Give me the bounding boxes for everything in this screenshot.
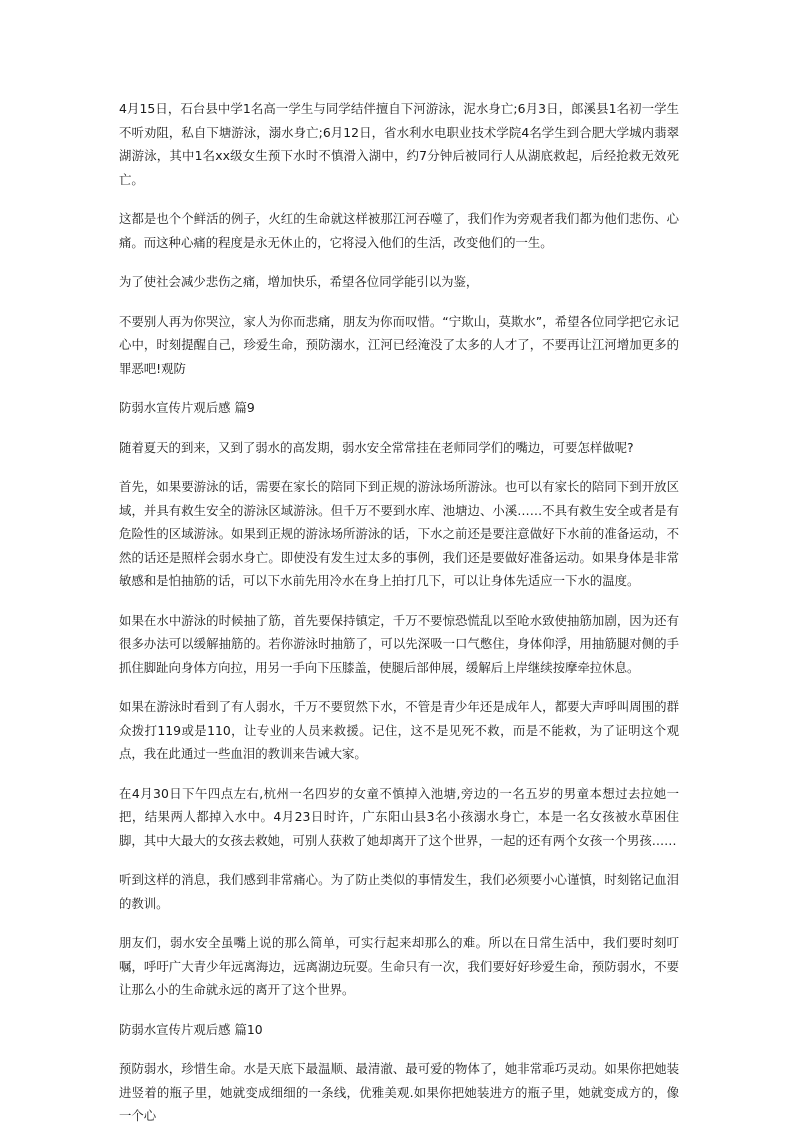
paragraph-4: 不要别人再为你哭泣，家人为你而悲痛，朋友为你而叹惜。“宁欺山，莫欺水”，希望各位同学把它永记心中，时刻提醒自己，珍爱生命，预防溺水，江河已经淹没了太多的人才了，不要再让江河增加更多的罪恶吧!观防: [119, 313, 679, 376]
paragraph-12: 预防弱水，珍惜生命。水是天底下最温顺、最清澈、最可爱的物体了，她非常乖巧灵动。如果你把她装进竖着的瓶子里，她就变成细细的一条线，优雅美观.如果你把她装进方的瓶子里，她就变成方的，像一个心: [119, 1061, 679, 1123]
document-body: [119, 97, 679, 1128]
paragraph-10: 听到这样的消息，我们感到非常痛心。为了防止类似的事情发生，我们必须要小心谨慎，时刻铭记血泪的教训。: [119, 872, 679, 911]
paragraph-2: 这都是也个个鲜活的例子，火红的生命就这样被那江河吞噬了，我们作为旁观者我们都为他们悲伤、心痛。而这种心痛的程度是永无休止的，它将浸入他们的生活，改变他们的一生。: [119, 211, 679, 250]
paragraph-5: 随着夏天的到来，又到了弱水的高发期，弱水安全常常挂在老师同学们的嘴边，可要怎样做呢?: [119, 439, 634, 455]
paragraph-6: 首先，如果要游泳的话，需要在家长的陪同下到正规的游泳场所游泳。也可以有家长的陪同下到开放区域，并具有救生安全的游泳区域游泳。但千万不要到水库、池塘边、小溪……不具有救生安全或者是有危险性的区域游泳。如果到正规的游泳场所游泳的话，下水之前还是要注意做好下水前的准备运动，不然的话还是照样会弱水身亡。即使没有发生过太多的事例，我们还是要做好准备运动。如果身体是非常敏感和是怕抽筋的话，可以下水前先用冷水在身上拍打几下，可以让身体先适应一下水的温度。: [119, 479, 679, 588]
paragraph-1: 4月15日，石台县中学1名高一学生与同学结伴擅自下河游泳，泥水身亡;6月3日，郎溪县1名初一学生不听劝阻，私自下塘游泳，溺水身亡;6月12日，省水利水电职业技术学院4名学生到合肥大学城内翡翠湖游泳，其中1名xx级女生预下水时不慎滑入湖中，约7分钟后被同行人从湖底救起，后经抢救无效死亡。: [119, 101, 679, 187]
section-heading-9: 防弱水宣传片观后感 篇9: [119, 400, 255, 415]
paragraph-9: 在4月30日下午四点左右,杭州一名四岁的女童不慎掉入池塘,旁边的一名五岁的男童本想过去拉她一把，结果两人都掉入水中。4月23日时许，广东阳山县3名小孩溺水身亡，本是一名女孩被水草困住脚，其中大最大的女孩去救她，可别人获救了她却离开了这个世界，一起的还有两个女孩一个男孩……: [119, 785, 679, 848]
paragraph-7: 如果在水中游泳的时候抽了筋，首先要保持镇定，千万不要惊恐慌乱以至呛水致使抽筋加剧，因为还有很多办法可以缓解抽筋的。若你游泳时抽筋了，可以先深吸一口气憋住，身体仰浮，用抽筋腿对侧的手抓住脚趾向身体方向拉，用另一手向下压膝盖，使腿后部伸展，缓解后上岸继续按摩牵拉休息。: [119, 612, 679, 675]
paragraph-3: 为了使社会减少悲伤之痛，增加快乐，希望各位同学能引以为鉴，: [119, 274, 479, 289]
paragraph-11: 朋友们，弱水安全虽嘴上说的那么简单，可实行起来却那么的难。所以在日常生活中，我们要时刻叮嘱，呼吁广大青少年远离海边，远离湖边玩耍。生命只有一次，我们要好好珍爱生命，预防弱水，不要让那么小的生命就永远的离开了这个世界。: [119, 935, 679, 997]
paragraph-8: 如果在游泳时看到了有人弱水，千万不要贸然下水，不管是青少年还是成年人，都要大声呼叫周围的群众拨打119或是110，让专业的人员来救援。记住，这不是见死不救，而是不能救，为了证明这个观点，我在此通过一些血泪的教训来告诫大家。: [119, 699, 679, 761]
section-heading-10: 防弱水宣传片观后感 篇10: [119, 1021, 263, 1037]
